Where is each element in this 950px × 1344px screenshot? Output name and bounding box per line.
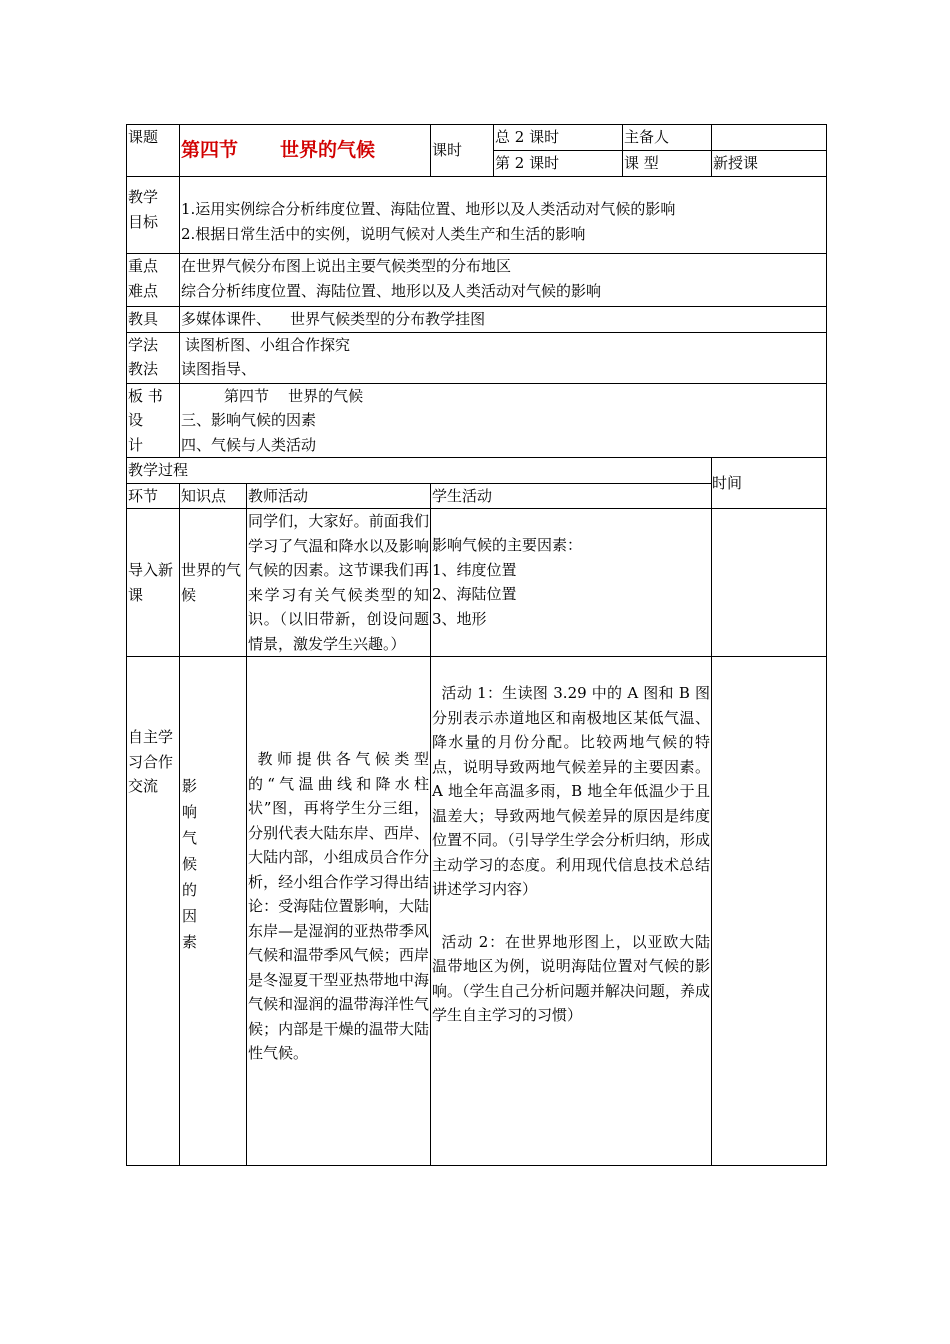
keypoint-item: 在世界气候分布图上说出主要气候类型的分布地区: [181, 257, 512, 275]
hours-label: 课时: [431, 125, 494, 177]
student-activity-cell: [431, 657, 712, 1166]
stage-cell: [127, 657, 180, 1166]
board-label: 板 书 设 计: [127, 383, 180, 458]
keypoints-row: [127, 254, 827, 307]
board-title: 第四节 世界的气候: [224, 386, 364, 405]
col-student: 学生活动: [431, 483, 712, 509]
student-activity-2: 活动 2：在世界地形图上，以亚欧大陆温带地区为例，说明海陆位置对气候的影响。（学生自己分析问题并解决问题，养成学生自主学习的习惯）: [432, 932, 710, 1024]
process-row-cooperative: [127, 657, 827, 1166]
student-activity-1: 活动 1：生读图 3.29 中的 A 图和 B 图分别表示赤道地区和南极地区某低气温、降水量的月份分配。比较两地气候的特点，说明导致两地气候差异的主要因素。A 地全年高温多雨，B 地全年低温少于且温差大；导致两地气候差异的原因是纬度位置不同。（引导学生学会分析归纳，形成主动学习的态度。利用现代信息技术总结讲述学习内容）: [432, 684, 710, 898]
lead-value: [712, 125, 827, 151]
type-label: 课 型: [623, 151, 712, 177]
student-line: 影响气候的主要因素：: [432, 536, 583, 554]
keypoints-label: 重点 难点: [127, 254, 180, 307]
board-line: 三、影响气候的因素: [181, 411, 317, 429]
methods-row: [127, 332, 827, 383]
tools-row: [127, 307, 827, 333]
student-line: 3、地形: [432, 609, 487, 628]
student-activity-cell: [431, 509, 712, 657]
stage-cell: 导入新课: [127, 509, 180, 657]
teacher-text: 教师提供各气候类型的“气温曲线和降水柱状”图，再将学生分三组，分别代表大陆东岸、西岸、大陆内部，小组成员合作分析，经小组合作学习得出结论：受海陆位置影响，大陆东岸—是湿润的亚热带季风气候和温带季风气候；西岸是冬湿夏干型亚热带地中海气候和湿润的温带海洋性气候；内部是干燥的温带大陆性气候。: [248, 750, 429, 1062]
board-row: [127, 383, 827, 458]
keypoint-item: 综合分析纬度位置、海陆位置、地形以及人类活动对气候的影响: [181, 281, 602, 300]
teacher-activity-cell: 同学们，大家好。前面我们学习了气温和降水以及影响气候的因素。这节课我们再来学习有关气候类型的知识。（以旧带新，创设问题情景，激发学生兴趣。）: [247, 509, 431, 657]
student-line: 1、纬度位置: [432, 560, 517, 579]
teacher-activity-cell: [247, 657, 431, 1166]
col-teacher: 教师活动: [247, 483, 431, 509]
tools-label: 教具: [127, 307, 180, 333]
learning-method: 读图析图、小组合作探究: [185, 335, 351, 354]
knowledge-text: 影 响 气 候 的 因 素: [182, 777, 198, 951]
objectives-row: [127, 177, 827, 254]
total-hours: 总 2 课时: [494, 125, 623, 151]
time-cell: [712, 509, 827, 657]
topic-title: [180, 125, 431, 177]
knowledge-cell: 世界的气候: [180, 509, 247, 657]
board-content: [180, 383, 827, 458]
tools-value: 多媒体课件、 世界气候类型的分布教学挂图: [180, 307, 827, 333]
keypoints-content: [180, 254, 827, 307]
teaching-method: 读图指导、: [181, 360, 257, 378]
student-line: 2、海陆位置: [432, 585, 517, 603]
stage-text: 自主学习合作交流: [128, 728, 174, 795]
type-value: 新授课: [712, 151, 827, 177]
topic-title-part2: 世界的气候: [280, 139, 376, 161]
objective-item: 1.运用实例综合分析纬度位置、海陆位置、地形以及人类活动对气候的影响: [181, 200, 676, 218]
objectives-label: 教学 目标: [127, 177, 180, 254]
col-stage: 环节: [127, 483, 180, 509]
methods-label: 学法 教法: [127, 332, 180, 383]
topic-label: 课题: [127, 125, 180, 177]
methods-content: [180, 332, 827, 383]
header-row-1: [127, 125, 827, 151]
lesson-plan-table: [126, 124, 827, 1166]
time-label: 时间: [712, 458, 827, 509]
objectives-content: [180, 177, 827, 254]
process-label: 教学过程: [127, 458, 623, 484]
time-cell: [712, 657, 827, 1166]
process-row-intro: [127, 509, 827, 657]
lesson-plan-page: [126, 124, 826, 1166]
board-line: 四、气候与人类活动: [181, 435, 317, 454]
objective-item: 2.根据日常生活中的实例，说明气候对人类生产和生活的影响: [181, 224, 586, 243]
process-label-row: [127, 458, 827, 484]
lead-label: 主备人: [623, 125, 712, 151]
topic-title-part1: 第四节: [181, 139, 239, 161]
knowledge-cell: [180, 657, 247, 1166]
current-hours: 第 2 课时: [494, 151, 623, 177]
col-knowledge: 知识点: [180, 483, 247, 509]
